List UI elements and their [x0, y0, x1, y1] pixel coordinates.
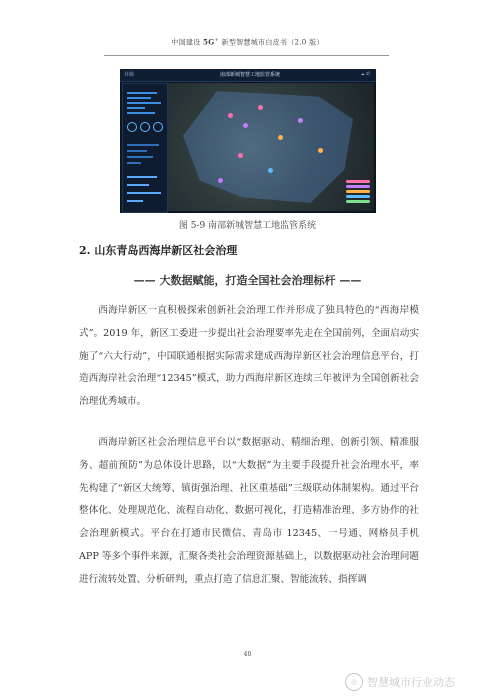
figure-topbar — [120, 69, 376, 82]
panel-ring — [140, 122, 150, 132]
header-sup-mark: + — [214, 37, 219, 43]
page-number: 40 — [243, 651, 252, 658]
legend-swatch — [346, 195, 370, 198]
map-pin — [318, 148, 323, 153]
legend-swatch — [346, 190, 370, 193]
map-region-overlay — [183, 91, 353, 203]
paragraph: 西海岸新区社会治理信息平台以“数据驱动、精细治理、创新引领、精准服务、超前预防”为总体设计思路，以“大数据”为主要手段提升社会治理水平，率先构建了“新区大统筹、镇街强治理、社区重基础”三级联动体制架构。通过平台整体化、处理规范化、流程自动化、数据可视化，打造精准治理、多方协作的社会治理新模式。平台在打通市民微信、青岛市 12345、一号通、网格员手机 APP 等多个事件来源，汇聚各类社会治理资源基础上，以数据驱动社会治理问题进行流转处置、分析研判，重点打造了信息汇聚、智能流转、指挥调 — [79, 437, 419, 585]
header-prefix: 中国建设 — [171, 38, 201, 47]
paragraph: 西海岸新区一直积极探索创新社会治理工作并形成了独具特色的“西海岸模式”。2019 年，新区工委进一步提出社会治理要率先走在全国前列，全面启动实施了“六大行动”，中国联通根据实际需求建成西海岸新区社会治理信息平台，打造西海岸社会治理“12345”模式，助力西海岸新区连续三年被评为全国创新社会治理优秀城市。 — [79, 305, 419, 408]
panel-bar — [127, 162, 141, 164]
figure-weather: ☁ 晴 — [360, 71, 370, 76]
map-pin — [258, 105, 263, 110]
map-legend — [346, 178, 370, 205]
panel-bar — [127, 92, 157, 94]
watermark-text: 智慧城市行业动态 — [367, 676, 455, 689]
panel-bar — [127, 150, 147, 152]
panel-ring — [153, 122, 163, 132]
map-pin — [268, 168, 273, 173]
panel-bar — [127, 97, 151, 99]
section-title: 2. 山东青岛西海岸新区社会治理 — [79, 244, 238, 257]
map-pin — [278, 135, 283, 140]
map-pin — [228, 113, 233, 118]
legend-swatch — [346, 200, 370, 203]
figure-title: 南部新城智慧工地监管系统 — [219, 72, 280, 78]
legend-swatch — [346, 180, 370, 183]
panel-bar — [127, 112, 155, 114]
page-header — [0, 37, 495, 47]
map-pin — [243, 123, 248, 128]
watermark — [345, 673, 490, 691]
panel-bar — [127, 156, 153, 158]
figure-logo: 昇腾 — [124, 72, 135, 78]
panel-bar — [127, 200, 143, 202]
subheading: —— 大数据赋能，打造全国社会治理标杆 —— — [133, 274, 362, 287]
panel-bar — [127, 192, 161, 194]
legend-swatch — [346, 185, 370, 188]
figure-screenshot — [120, 69, 376, 213]
figure-caption: 图 5-9 南部新城智慧工地监管系统 — [178, 221, 317, 231]
header-suffix: 新型智慧城市白皮书（2.0 版） — [221, 38, 324, 47]
map-pin — [238, 153, 243, 158]
figure-map — [168, 83, 374, 211]
panel-bar — [127, 176, 157, 178]
map-pin — [298, 118, 303, 123]
panel-bar — [127, 144, 159, 146]
header-rule — [104, 55, 389, 56]
wechat-icon: ◎ — [345, 673, 363, 691]
header-5g: 5G — [203, 37, 215, 47]
panel-bar — [127, 102, 161, 104]
map-pin — [218, 178, 223, 183]
figure-left-panel — [122, 83, 168, 213]
panel-bar — [127, 184, 149, 186]
panel-bar — [127, 107, 145, 109]
panel-ring — [127, 122, 137, 132]
